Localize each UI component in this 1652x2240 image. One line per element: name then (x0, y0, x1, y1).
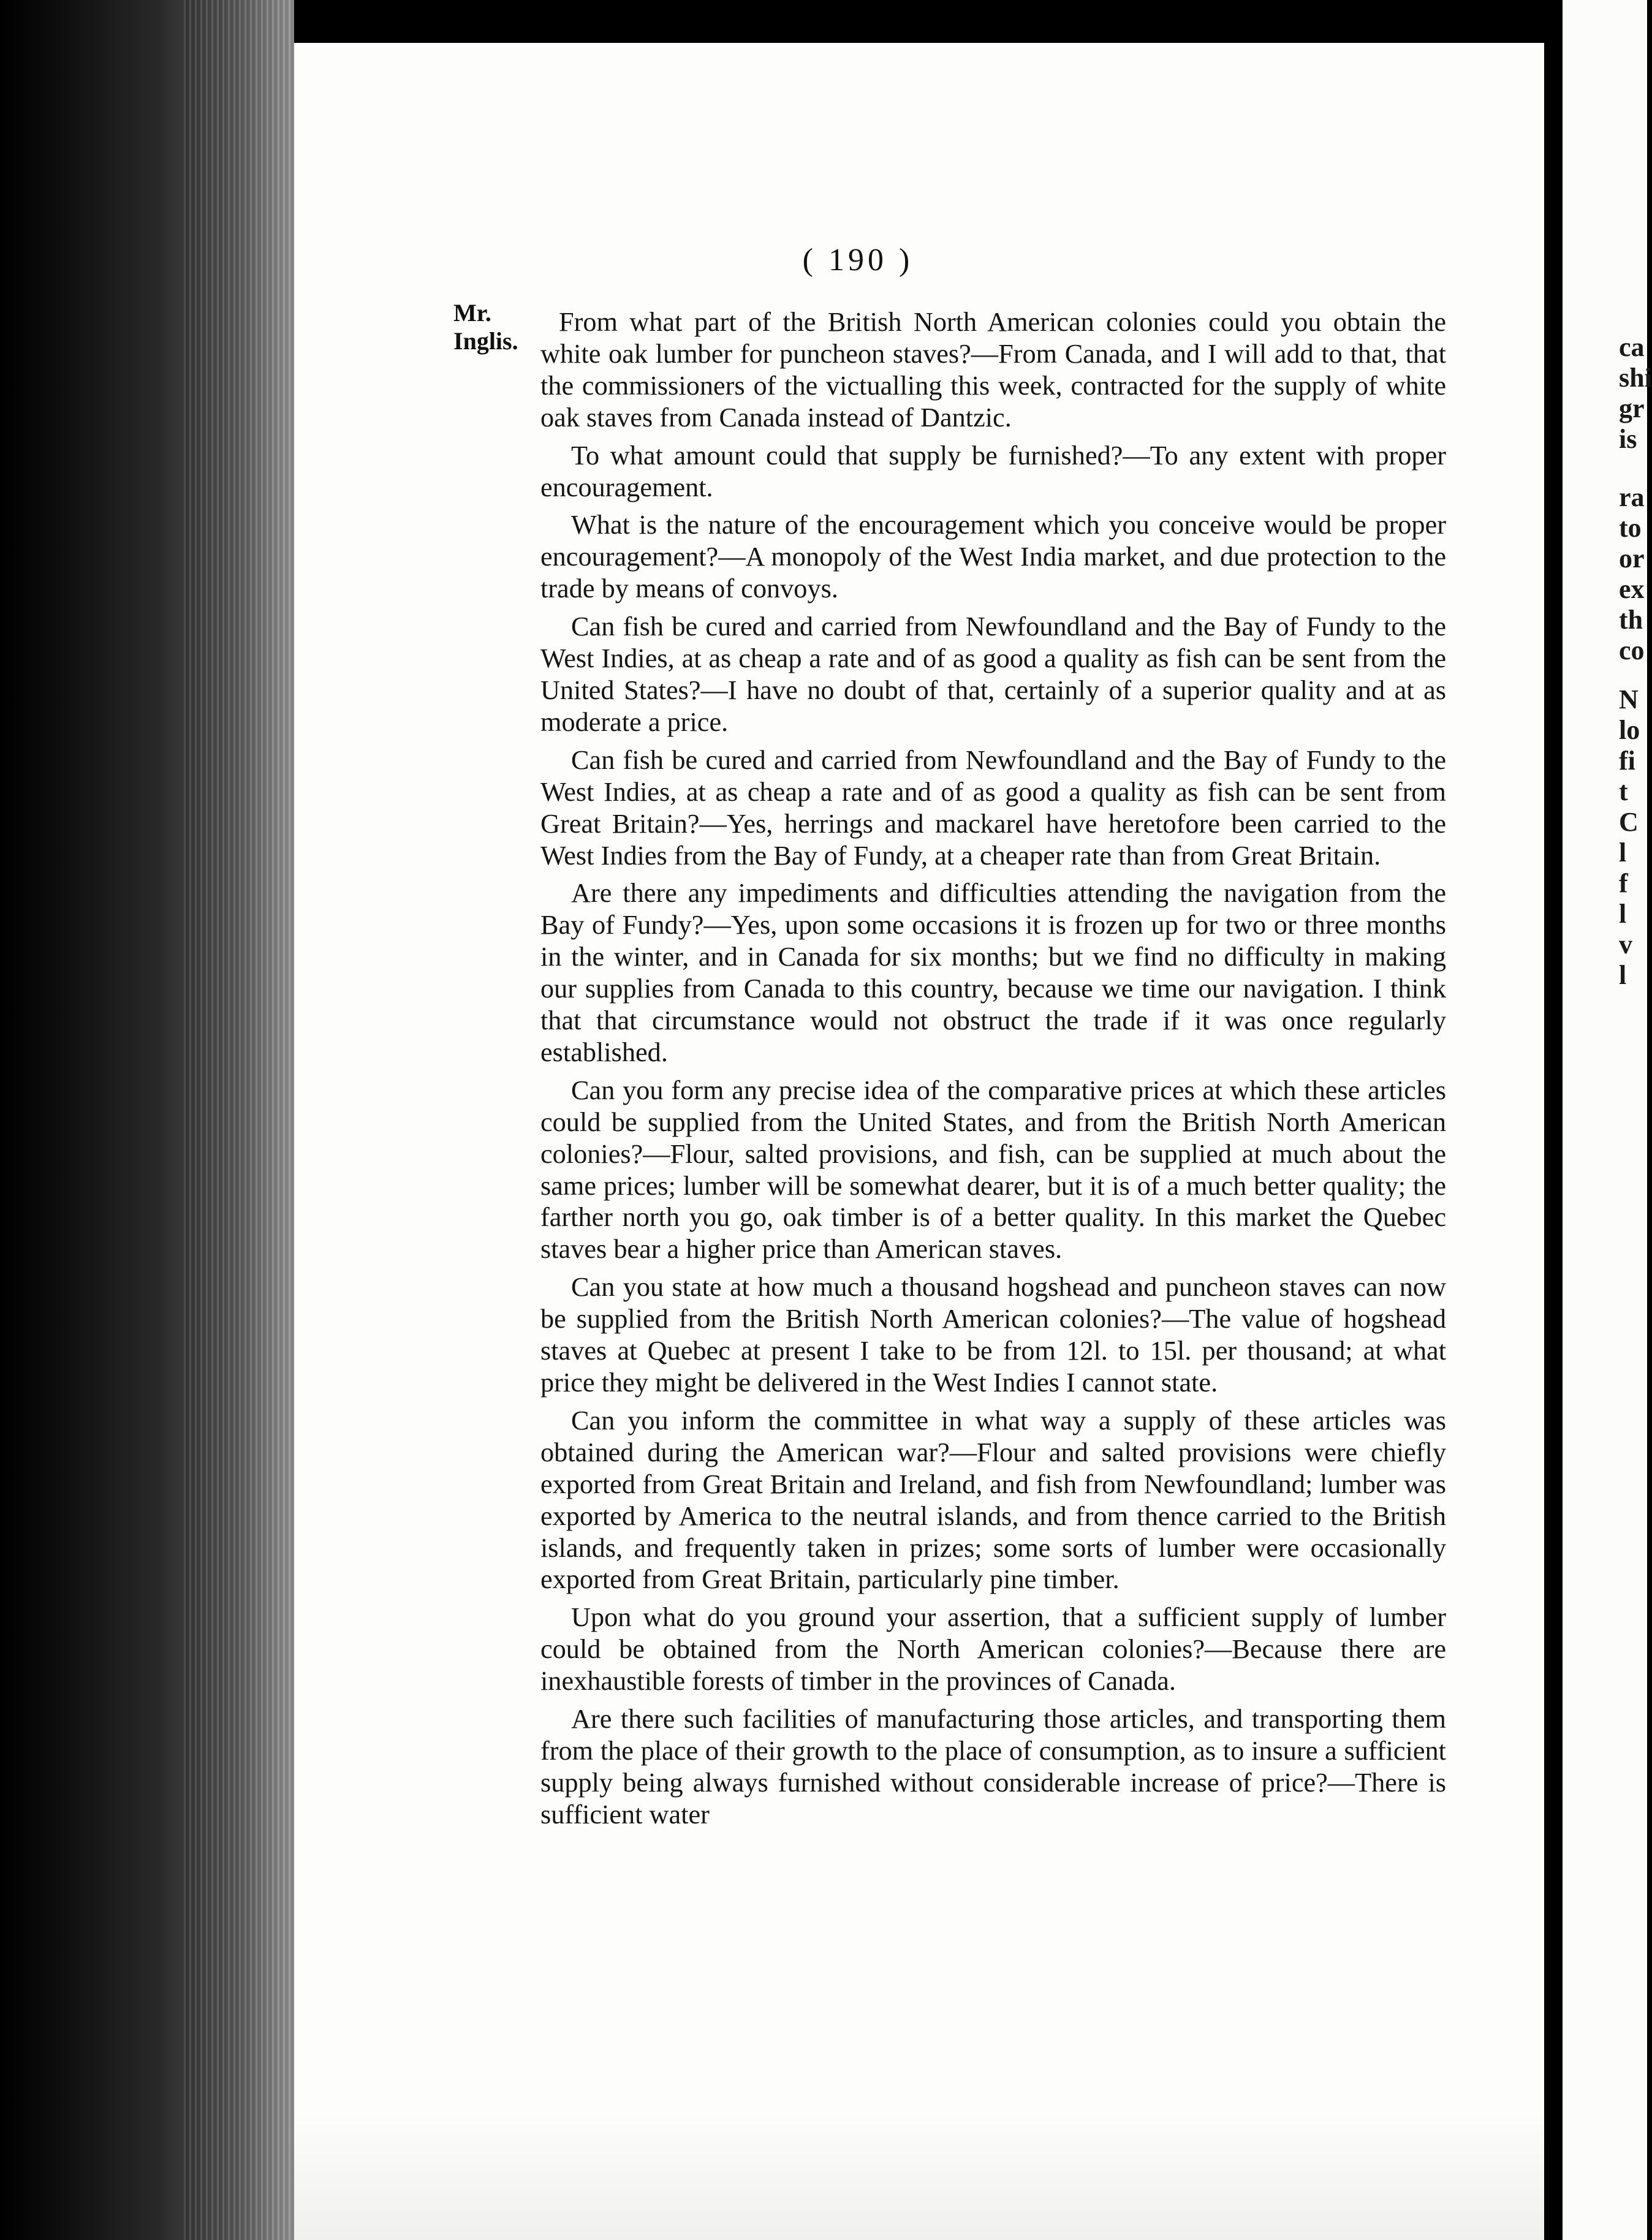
adjacent-page-edge (1563, 0, 1652, 2240)
paragraph: Can you form any precise idea of the comparative prices at which these articles could be supplied from the United States, and from the British North American colonies?—Flour, salted provisions, and fish, can be supplied at much about the same prices; lumber will be somewhat dearer, but it is of a much better quality; the farther north you go, oak timber is of a better quality. In this market the Quebec staves bear a higher price than American staves. (540, 1075, 1446, 1265)
next-page-fragment: is (1619, 424, 1637, 454)
next-page-fragment: shi (1619, 363, 1652, 393)
paragraph: Can fish be cured and carried from Newfoundland and the Bay of Fundy to the West Indies, at as cheap a rate and of as good a quality as fish can be sent from the United States?—I have no doubt of that, certainly of a superior quality and at as moderate a price. (540, 611, 1446, 737)
next-page-fragment: gr (1619, 393, 1645, 423)
next-page-fragment: th (1619, 605, 1643, 635)
next-page-fragment: co (1619, 635, 1645, 665)
next-page-fragment: lo (1619, 715, 1640, 745)
next-page-fragment: to (1619, 513, 1642, 543)
paragraph: From what part of the British North American colonies could you obtain the white oak lumber for puncheon staves?—From Canada, and I will add to that, that the commissioners of the victualling this week, contracted for the supply of white oak staves from Canada instead of Dantzic. (540, 307, 1446, 433)
next-page-fragment: ex (1619, 574, 1645, 604)
paragraph: Can you inform the committee in what way a supply of these articles was obtained during the American war?—Flour and salted provisions were chiefly exported from Great Britain and Ireland, and fish from Newfoundland; lumber was exported by America to the neutral islands, and from thence carried to the British islands, and frequently taken in prizes; some sorts of lumber were occasionally exported from Great Britain, particularly pine timber. (540, 1405, 1446, 1595)
page-number-header: ( 190 ) (802, 243, 914, 278)
page-gutter (1544, 0, 1563, 2240)
next-page-fragment: v (1619, 929, 1632, 959)
next-page-fragment: l (1619, 899, 1627, 929)
page-bottom-shadow (294, 2108, 1544, 2240)
paragraph: To what amount could that supply be furnished?—To any extent with proper encouragement. (540, 440, 1446, 502)
paragraph: Are there any impediments and difficulties attending the navigation from the Bay of Fundy?—Yes, upon some occasions it is frozen up for two or three months in the winter, and in Canada for six months; but we find no difficulty in making our supplies from Canada to this country, because we time our navigation. I think that that circumstance would not obstruct the trade if it was once regularly established. (540, 878, 1446, 1067)
paragraph: Upon what do you ground your assertion, that a sufficient supply of lumber could be obtained from the North American colonies?—Because there are inexhaustible forests of timber in the provinces of Canada. (540, 1602, 1446, 1697)
paragraph: Are there such facilities of manufacturing those articles, and transporting them from the place of their growth to the place of consumption, as to insure a sufficient supply being always furnished without considerable increase of price?—There is sufficient water (540, 1704, 1446, 1829)
paragraph: What is the nature of the encouragement which you conceive would be proper encouragement?—A monopoly of the West India market, and due protection to the trade by means of convoys. (540, 510, 1446, 604)
paragraph: Can fish be cured and carried from Newfoundland and the Bay of Fundy to the West Indies, at as cheap a rate and of as good a quality as fish can be sent from Great Britain?—Yes, herrings and mackarel have heretofore been carried to the West Indies from the Bay of Fundy, at a cheaper rate than from Great Britain. (540, 744, 1446, 871)
book-binding-edge (0, 0, 294, 2240)
speaker-marginal-note: Mr. Inglis. (453, 299, 518, 355)
next-page-fragment: ca (1619, 332, 1645, 362)
next-page-fragment: t (1619, 776, 1628, 806)
next-page-fragment: fi (1619, 746, 1635, 776)
testimony-body (540, 306, 1446, 1837)
next-page-fragment: or (1619, 543, 1645, 573)
next-page-fragment: ra (1619, 482, 1645, 512)
next-page-fragment: f (1619, 868, 1628, 898)
next-page-fragment: l (1619, 960, 1627, 990)
paragraph: Can you state at how much a thousand hogshead and puncheon staves can now be supplied from the British North American colonies?—The value of hogshead staves at Quebec at present I take to be from 12l. to 15l. per thousand; at what price they might be delivered in the West Indies I cannot state. (540, 1272, 1446, 1398)
next-page-fragment: C (1619, 807, 1639, 837)
next-page-fragment: l (1619, 838, 1627, 868)
next-page-fragment: N (1619, 684, 1639, 714)
